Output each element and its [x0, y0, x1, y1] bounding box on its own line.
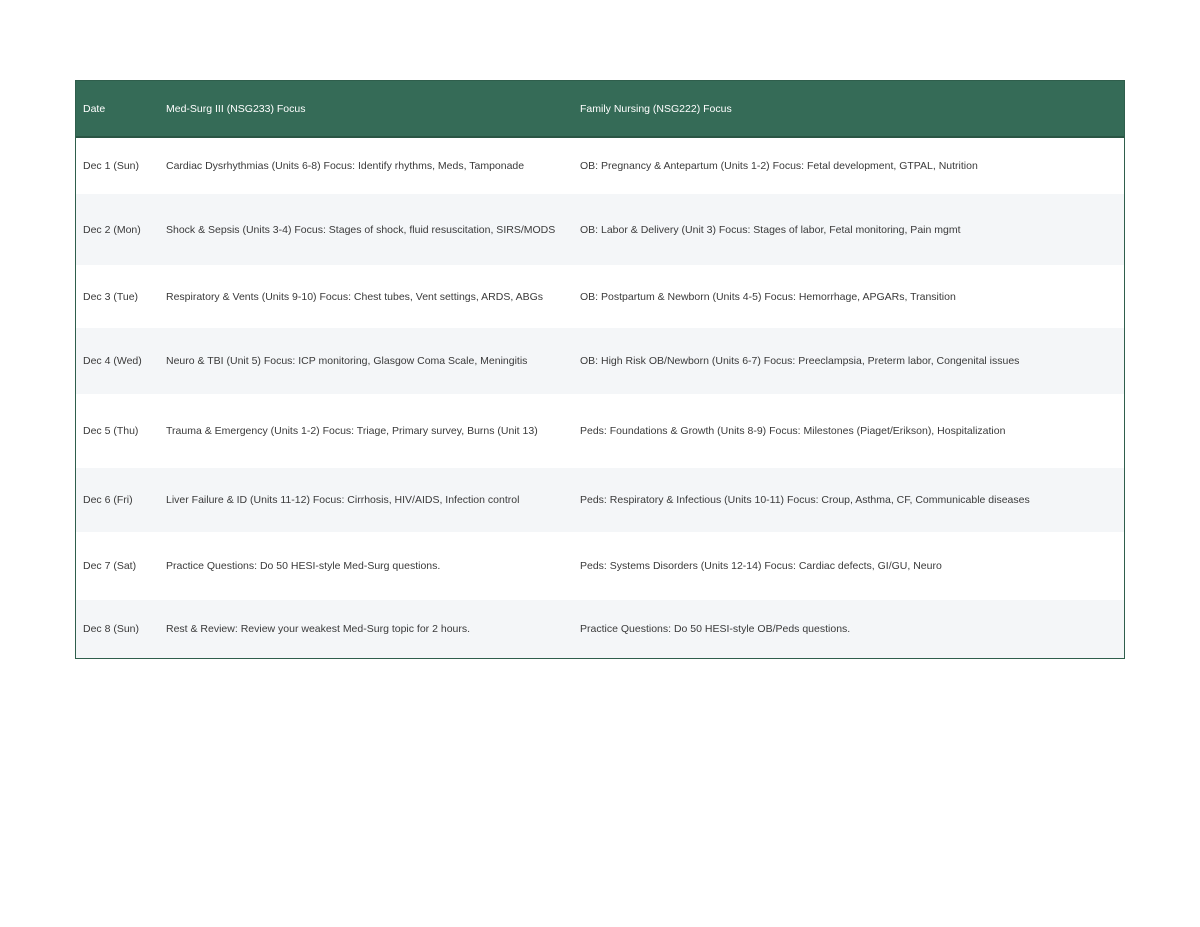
header-row [76, 81, 1124, 137]
cell-date: Dec 5 (Thu) [83, 425, 139, 437]
schedule-grid [76, 81, 1124, 658]
table-row [76, 137, 1124, 194]
cell-family-nursing: Peds: Systems Disorders (Units 12-14) Focus: Cardiac defects, GI/GU, Neuro [580, 560, 942, 572]
cell-date: Dec 7 (Sat) [83, 560, 137, 572]
header-med-surg: Med-Surg III (NSG233) Focus [159, 81, 573, 137]
cell-med-surg: Shock & Sepsis (Units 3-4) Focus: Stages of shock, fluid resuscitation, SIRS/MODS [166, 223, 556, 236]
cell-med-surg: Liver Failure & ID (Units 11-12) Focus: Cirrhosis, HIV/AIDS, Infection control [166, 494, 520, 506]
cell-med-surg: Cardiac Dysrhythmias (Units 6-8) Focus: Identify rhythms, Meds, Tamponade [166, 160, 525, 172]
table-row [76, 265, 1124, 328]
cell-family-nursing: Peds: Respiratory & Infectious (Units 10-11) Focus: Croup, Asthma, CF, Communicable diseases [580, 494, 1030, 506]
cell-family-nursing: OB: High Risk OB/Newborn (Units 6-7) Focus: Preeclampsia, Preterm labor, Congenital issues [580, 355, 1020, 367]
cell-family-nursing: Peds: Foundations & Growth (Units 8-9) Focus: Milestones (Piaget/Erikson), Hospitalization [580, 425, 1006, 437]
cell-family-nursing: OB: Pregnancy & Antepartum (Units 1-2) Focus: Fetal development, GTPAL, Nutrition [580, 160, 978, 172]
table-row [76, 600, 1124, 658]
table-row [76, 394, 1124, 468]
cell-family-nursing: OB: Labor & Delivery (Unit 3) Focus: Stages of labor, Fetal monitoring, Pain mgmt [580, 223, 961, 236]
cell-date: Dec 3 (Tue) [83, 290, 139, 303]
header-date: Date [76, 81, 159, 137]
study-schedule-table [75, 80, 1125, 659]
cell-med-surg: Practice Questions: Do 50 HESI-style Med-Surg questions. [166, 560, 441, 572]
table-header [76, 81, 1124, 137]
table-row [76, 468, 1124, 532]
cell-date: Dec 4 (Wed) [83, 355, 142, 367]
cell-med-surg: Neuro & TBI (Unit 5) Focus: ICP monitoring, Glasgow Coma Scale, Meningitis [166, 355, 528, 367]
header-family-nursing: Family Nursing (NSG222) Focus [573, 81, 1124, 137]
cell-med-surg: Rest & Review: Review your weakest Med-Surg topic for 2 hours. [166, 623, 471, 635]
cell-family-nursing: Practice Questions: Do 50 HESI-style OB/Peds questions. [580, 623, 851, 635]
cell-date: Dec 6 (Fri) [83, 494, 133, 506]
cell-med-surg: Trauma & Emergency (Units 1-2) Focus: Triage, Primary survey, Burns (Unit 13) [166, 425, 538, 437]
table-row [76, 328, 1124, 394]
table-row [76, 194, 1124, 265]
cell-date: Dec 8 (Sun) [83, 623, 140, 635]
cell-date: Dec 1 (Sun) [83, 160, 140, 172]
table-row [76, 532, 1124, 600]
cell-date: Dec 2 (Mon) [83, 223, 141, 236]
cell-family-nursing: OB: Postpartum & Newborn (Units 4-5) Focus: Hemorrhage, APGARs, Transition [580, 290, 956, 303]
cell-med-surg: Respiratory & Vents (Units 9-10) Focus: Chest tubes, Vent settings, ARDS, ABGs [166, 290, 544, 303]
table-body [76, 137, 1124, 658]
